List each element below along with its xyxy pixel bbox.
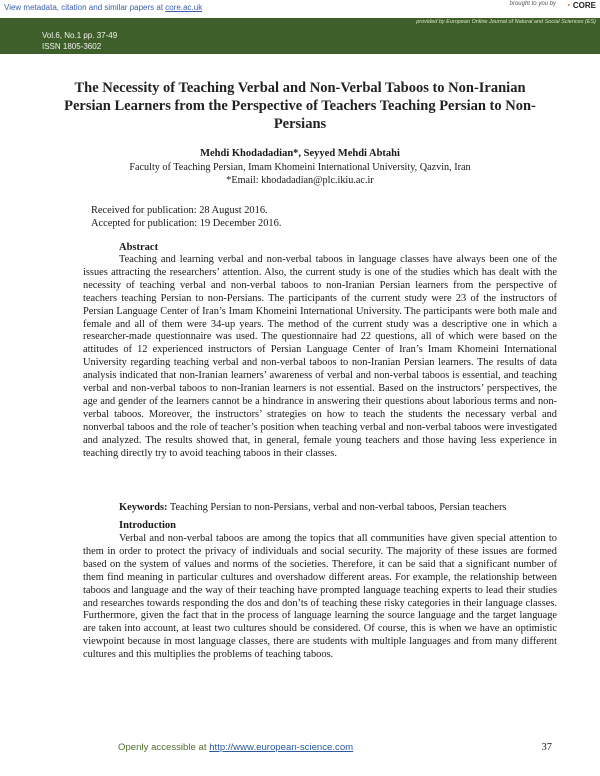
author-email: *Email: khodadadian@plc.ikiu.ac.ir (226, 175, 374, 186)
core-link[interactable]: core.ac.uk (165, 3, 203, 12)
footer-url[interactable]: http://www.european-science.com (209, 742, 354, 753)
issn-text: ISSN 1805-3602 (42, 42, 102, 51)
journal-volume-info (42, 30, 117, 52)
core-logo-text: CORE (572, 1, 596, 10)
journal-header-band (0, 18, 600, 54)
article-title: The Necessity of Teaching Verbal and Non-Verbal Taboos to Non-Iranian Persian Learners from the Perspective of Teachers Teaching Persian to Non-Persians (64, 80, 536, 132)
introduction-heading: Introduction (119, 520, 176, 531)
page-number: 37 (541, 742, 552, 753)
publication-dates (91, 204, 281, 230)
keywords-label: Keywords: (119, 502, 168, 513)
introduction-body (83, 533, 557, 662)
abstract-body (83, 254, 557, 461)
author-affiliation: Faculty of Teaching Persian, Imam Khomeini International University, Qazvin, Iran (129, 162, 471, 173)
footer-access (118, 742, 353, 753)
core-view-text: View metadata, citation and similar papers at (4, 3, 166, 12)
core-logo-icon: ◔ (565, 1, 571, 10)
received-date: Received for publication: 28 August 2016. (91, 205, 268, 216)
introduction-text: Verbal and non-verbal taboos are among the topics that all communities have given special attention to them in order to protect the privacy of individuals and social security. The majority of these issues are formed based on the system of values and norms of the societies. Therefore, it can be said that a significant number of them find meaning in particular cultures and overshadow different areas. For example, the relationship between taboos and language and the way of their teaching have prompted language teaching experts to lead their studies and researches towards responding the dos and don’ts of teaching these risky categories in their language classes. Furthermore, given the fact that in the process of language learning the source language and the target language are taken into account, at least two cultures should be considered. Of course, this is when we have an optimistic viewpoint because in most language classes, there are students with multiple languages and from many different cultures and this multiplies the problems of teaching taboos. (83, 533, 557, 661)
footer-text: Openly accessible at (118, 742, 210, 753)
abstract-text: Teaching and learning verbal and non-verbal taboos in language classes have always been one of the issues attracting the researchers’ attention. Also, the current study is one of the studies which has dealt with the necessity of teaching verbal and non-verbal taboos to non-Iranian Persian learners from the perspective of teachers teaching Persian to non-Persians. The participants of the current study were 23 of the instructors of Persian Language Center of Iran’s Imam Khomeini International University. The participants were both male and female and all of them were 34-up years. The method of the current study was a descriptive one in which a researcher-made questionnaire was used. The questionnaire had 22 questions, all of which were based on the attitudes of 12 experienced instructors of Persian Language Center of Iran’s Imam Khomeini International University regarding teaching verbal and non-verbal taboos to non-Iranian Persian learners. The results of data analysis indicated that non-Iranian learners’ awareness of verbal and non-verbal taboos is essential, and teaching verbal and non-verbal taboos to non-Iranian learners is not essential. Based on the instructors’ perspectives, the age and gender of the learners cannot be a hindrance in answering their questions about laborious terms and non-verbal taboos. Moreover, the instructors’ strategies on how to teach the students the necessary verbal and nonverbal taboos and the role of teacher’s position when teaching verbal and non-verbal taboos were investigated and analyzed. The results showed that, in general, female young teachers and those having less experience in teaching directly try to avoid teaching taboos in their classes. (83, 254, 557, 459)
core-logo[interactable] (566, 1, 596, 10)
volume-text: Vol.6, No.1 pp. 37-49 (42, 31, 118, 40)
core-view-metadata (4, 3, 202, 12)
article-authors: Mehdi Khodadadian*, Seyyed Mehdi Abtahi (200, 148, 400, 159)
abstract-heading: Abstract (119, 242, 159, 253)
keywords-text: Teaching Persian to non-Persians, verbal and non-verbal taboos, Persian teachers (169, 502, 507, 513)
provided-by-text: provided by European Online Journal of Natural and Social Sciences (ES) (416, 19, 596, 25)
core-banner (0, 0, 600, 18)
keywords (119, 502, 506, 513)
brought-by-text: brought to you by (509, 1, 556, 7)
accepted-date: Accepted for publication: 19 December 2016. (91, 218, 282, 229)
